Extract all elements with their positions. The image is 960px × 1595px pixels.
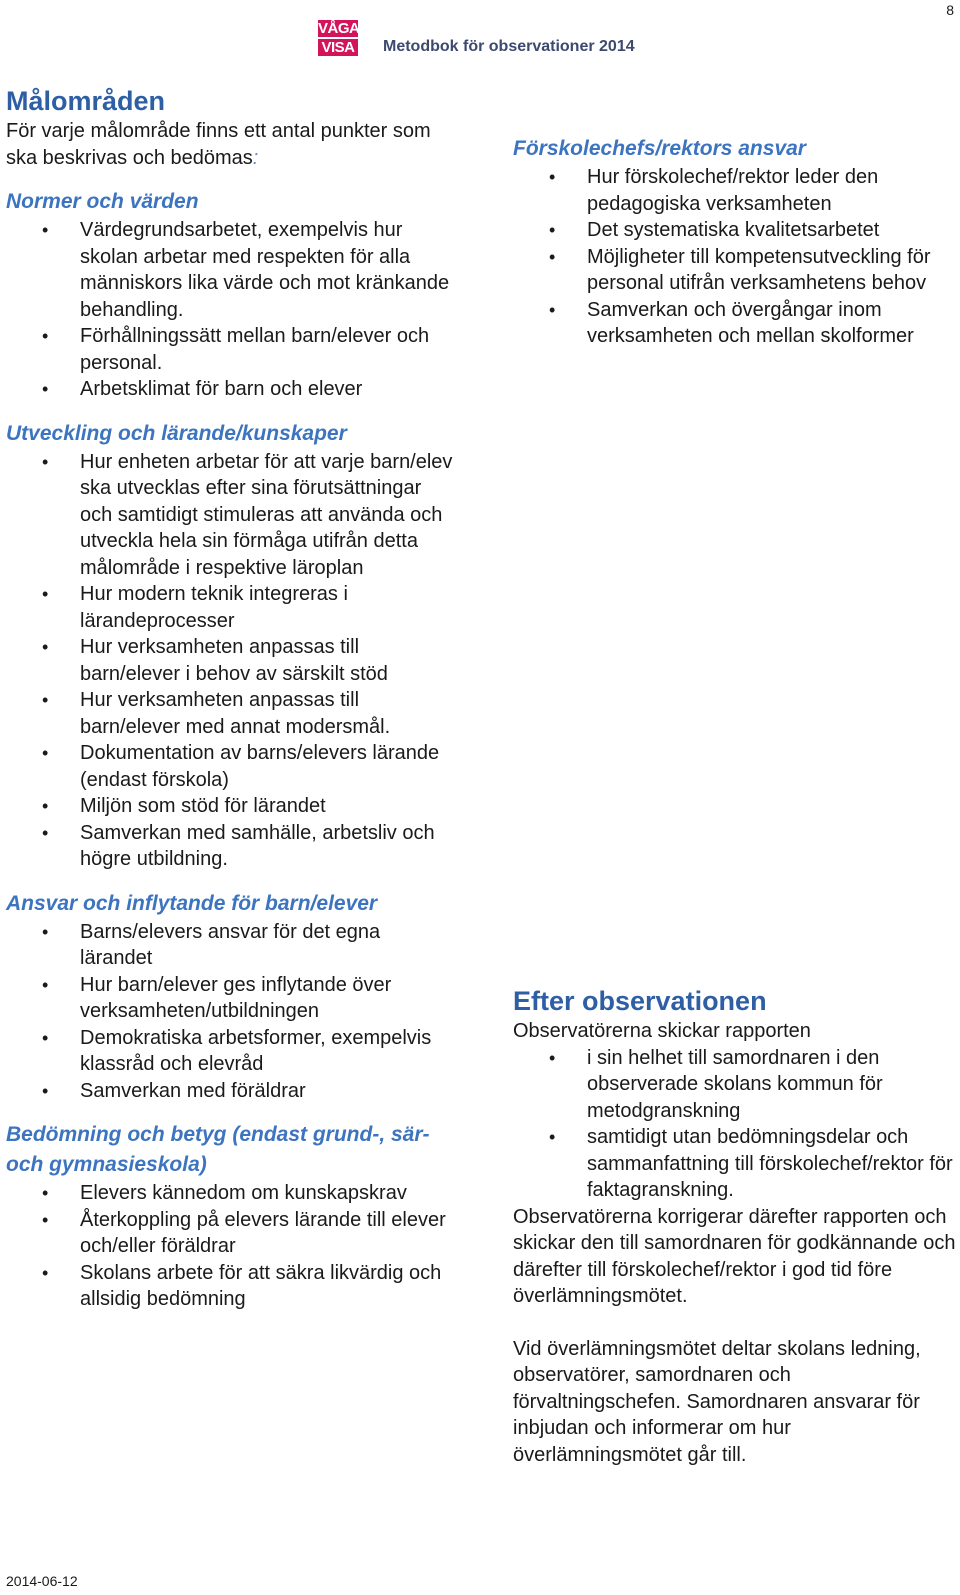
list-item: • Hur barn/elever ges inflytande över verksamheten/utbildningen [6, 972, 456, 1025]
heading-efter-observationen: Efter observationen [513, 986, 767, 1016]
section-title-utveckling: Utveckling och lärande/kunskaper [6, 421, 347, 445]
list-after [513, 1045, 958, 1204]
after-paragraph-1: Observatörerna korrigerar därefter rapporten och skickar den till samordnaren för godkännande och därefter till förskolechef/rektor i god tid före överlämningsmötet. [513, 1205, 956, 1307]
vaga-visa-logo [318, 20, 358, 56]
list-item: • Möjligheter till kompetensutveckling för personal utifrån verksamhetens behov [513, 244, 958, 297]
section-title-ansvar: Ansvar och inflytande för barn/elever [6, 891, 378, 915]
list-item: • Hur verksamheten anpassas till barn/elever med annat modersmål. [6, 687, 456, 740]
after-paragraph-2: Vid överlämningsmötet deltar skolans ledning, observatörer, samordnaren och förvaltningschefen. Samordnaren ansvarar för inbjudan och informerar om hur överlämningsmötet går till. [513, 1337, 921, 1466]
list-forskolechef [513, 164, 958, 350]
list-utveckling [6, 449, 456, 873]
list-normer [6, 217, 456, 403]
list-item: • Samverkan med samhälle, arbetsliv och högre utbildning. [6, 820, 456, 873]
after-observation-section [513, 984, 958, 1468]
list-item: • samtidigt utan bedömningsdelar och sammanfattning till förskolechef/rektor för faktagranskning. [513, 1124, 958, 1204]
left-column [6, 84, 456, 1313]
list-item: • Arbetsklimat för barn och elever [6, 376, 456, 403]
list-item: • Miljön som stöd för lärandet [6, 793, 456, 820]
list-item: • Hur förskolechef/rektor leder den pedagogiska verksamheten [513, 164, 958, 217]
list-bedomning [6, 1180, 456, 1313]
list-item: • Värdegrundsarbetet, exempelvis hur skolan arbetar med respekten för alla människors lika värde och mot kränkande behandling. [6, 217, 456, 323]
section-title-normer: Normer och värden [6, 190, 199, 213]
footer-date: 2014-06-12 [6, 1573, 78, 1589]
intro-text: För varje målområde finns ett antal punkter som ska beskrivas och bedömas: [6, 120, 431, 169]
list-ansvar [6, 919, 456, 1105]
list-item: • Dokumentation av barns/elevers lärande (endast förskola) [6, 740, 456, 793]
logo-line-1: VÅGA [318, 20, 360, 37]
section-title-bedomning: Bedömning och betyg (endast grund-, sär- och gymnasieskola) [6, 1123, 430, 1176]
section-title-forskolechef: Förskolechefs/rektors ansvar [513, 137, 806, 160]
after-intro: Observatörerna skickar rapporten [513, 1020, 811, 1042]
page-number: 8 [946, 2, 954, 18]
list-item: • Samverkan och övergångar inom verksamheten och mellan skolformer [513, 297, 958, 350]
list-item: • Förhållningssätt mellan barn/elever och personal. [6, 323, 456, 376]
list-item: • Hur enheten arbetar för att varje barn/elev ska utvecklas efter sina förutsättningar och samtidigt stimuleras att använda och utveckla hela sin förmåga utifrån detta målområde i respektive läroplan [6, 449, 456, 582]
list-item: • Hur modern teknik integreras i lärandeprocesser [6, 581, 456, 634]
right-column [513, 134, 958, 350]
list-item: • Det systematiska kvalitetsarbetet [513, 217, 958, 244]
list-item: • Demokratiska arbetsformer, exempelvis klassråd och elevråd [6, 1025, 456, 1078]
logo-line-2: VISA [318, 39, 358, 56]
list-item: • i sin helhet till samordnaren i den observerade skolans kommun för metodgranskning [513, 1045, 958, 1125]
heading-malomraden: Målområden [6, 86, 166, 116]
list-item: • Hur verksamheten anpassas till barn/elever i behov av särskilt stöd [6, 634, 456, 687]
list-item: • Skolans arbete för att säkra likvärdig och allsidig bedömning [6, 1260, 456, 1313]
list-item: • Elevers kännedom om kunskapskrav [6, 1180, 456, 1207]
list-item: • Barns/elevers ansvar för det egna lärandet [6, 919, 456, 972]
list-item: • Återkoppling på elevers lärande till elever och/eller föräldrar [6, 1207, 456, 1260]
header-title: Metodbok för observationer 2014 [383, 38, 635, 55]
list-item: • Samverkan med föräldrar [6, 1078, 456, 1105]
